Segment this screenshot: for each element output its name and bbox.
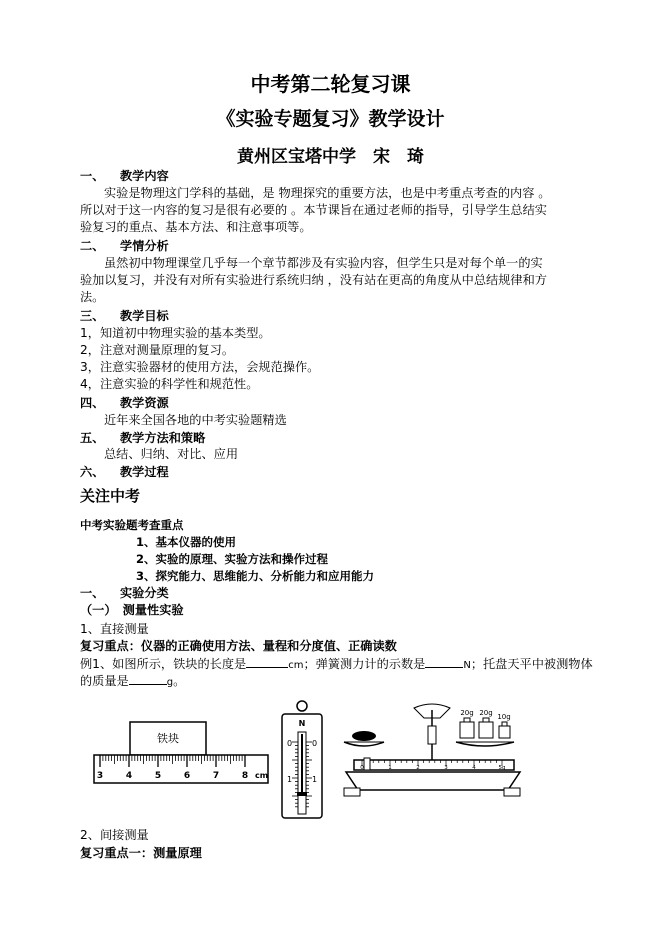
section-heading-6: 六、 教学过程 [80, 465, 169, 479]
goal-item-4: 4，注意实验的科学性和规范性。 [80, 377, 259, 391]
svg-text:10g: 10g [497, 713, 511, 721]
ruler-tick-label-5: 5 [154, 771, 162, 781]
beam-rider[interactable] [364, 758, 370, 770]
goal-item-3: 3，注意实验器材的使用方法，会规范操作。 [80, 360, 320, 374]
spring-scale-unit: N [298, 719, 306, 728]
measured-object [352, 731, 376, 741]
beam-scale-num-0: 0 [360, 765, 364, 771]
ruler-tick-label-3: 3 [96, 771, 104, 781]
analysis-para-line-3: 法。 [80, 290, 105, 304]
answer-blank-force[interactable] [425, 655, 463, 668]
example-line-2: 的质量是 g。 [80, 674, 186, 688]
weight-1 [460, 709, 474, 738]
ruler-tick-label-8: 8 [241, 771, 249, 781]
spring-left-num-0: 0 [287, 739, 293, 748]
spring-left-num-1: 1 [287, 775, 293, 784]
weight-2 [479, 709, 493, 738]
section-heading-2: 二、 学情分析 [80, 239, 169, 253]
answer-blank-length[interactable] [246, 655, 288, 668]
answer-blank-mass[interactable] [129, 672, 167, 685]
category-heading: 一、 实验分类 [80, 586, 169, 600]
svg-text:20g: 20g [479, 709, 493, 717]
spring-right-num-0: 0 [312, 739, 318, 748]
resources-text: 近年来全国各地的中考实验题精选 [104, 413, 287, 427]
content-para-line-3: 验复习的重点、基本方法、和注意事项等。 [80, 220, 312, 234]
spring-scale-figure [278, 700, 326, 820]
section-heading-5: 五、 教学方法和策略 [80, 431, 206, 445]
beam-scale-num-4: 4 [472, 765, 476, 771]
balance-figure [336, 700, 526, 805]
ruler-unit-label: cm [255, 771, 269, 780]
beam-scale-num-5: 5g [498, 765, 506, 771]
content-para-line-2: 所以对于这一内容的复习是很有必要的 。本节课旨在通过老师的指导，引导学生总结实 [80, 203, 547, 217]
exam-focus-item-3: 3、探究能力、思维能力、分析能力和应用能力 [136, 569, 374, 583]
weight-3 [497, 713, 510, 738]
section-heading-1: 一、 教学内容 [80, 169, 169, 183]
exam-focus-item-2: 2、实验的原理、实验方法和操作过程 [136, 552, 328, 566]
iron-block-label: 铁块 [157, 732, 179, 745]
beam-scale-num-3: 3 [444, 765, 448, 771]
spring-right-num-1: 1 [312, 775, 318, 784]
document-subtitle: 《实验专题复习》教学设计 [216, 108, 445, 130]
ruler-tick-label-6: 6 [183, 771, 191, 781]
exam-focus-item-1: 1、基本仪器的使用 [136, 535, 237, 549]
goal-item-2: 2，注意对测量原理的复习。 [80, 343, 235, 357]
author-line: 黄州区宝塔中学 宋 琦 [237, 147, 424, 167]
methods-text: 总结、归纳、对比、应用 [104, 447, 239, 461]
ruler-tick-label-4: 4 [125, 771, 133, 781]
beam-scale-num-2: 2 [416, 765, 420, 771]
balance-beam [354, 760, 514, 770]
indirect-measure-label: 2、间接测量 [80, 828, 149, 842]
beam-scale-num-1: 1 [388, 765, 392, 771]
direct-measure-label: 1、直接测量 [80, 622, 149, 636]
section-heading-4: 四、 教学资源 [80, 396, 169, 410]
svg-text:20g: 20g [460, 709, 474, 717]
example-line-1: 例1、如图所示，铁块的长度是 cm；弹簧测力计的示数是 N；托盘天平中被测物体 [80, 657, 593, 671]
review-point-1: 复习重点：仪器的正确使用方法、量程和分度值、正确读数 [80, 639, 397, 653]
ruler-tick-label-7: 7 [212, 771, 220, 781]
exam-focus-heading: 中考实验题考查重点 [80, 518, 184, 532]
section-heading-3: 三、 教学目标 [80, 309, 169, 323]
analysis-para-line-2: 验加以复习，并没有对所有实验进行系统归纳 ，没有站在更高的角度从中总结规律和方 [80, 273, 547, 287]
ruler-figure [92, 712, 272, 790]
focus-heading: 关注中考 [80, 487, 141, 505]
document-title: 中考第二轮复习课 [250, 72, 411, 96]
sub-category-heading: （一） 测量性实验 [80, 603, 184, 617]
content-para-line-1: 实验是物理这门学科的基础，是 物理探究的重要方法，也是中考重点考查的内容 。 [104, 186, 551, 200]
review-point-2: 复习重点一：测量原理 [80, 846, 202, 860]
analysis-para-line-1: 虽然初中物理课堂几乎每一个章节都涉及有实验内容，但学生只是对每个单一的实 [104, 256, 543, 270]
goal-item-1: 1，知道初中物理实验的基本类型。 [80, 326, 271, 340]
